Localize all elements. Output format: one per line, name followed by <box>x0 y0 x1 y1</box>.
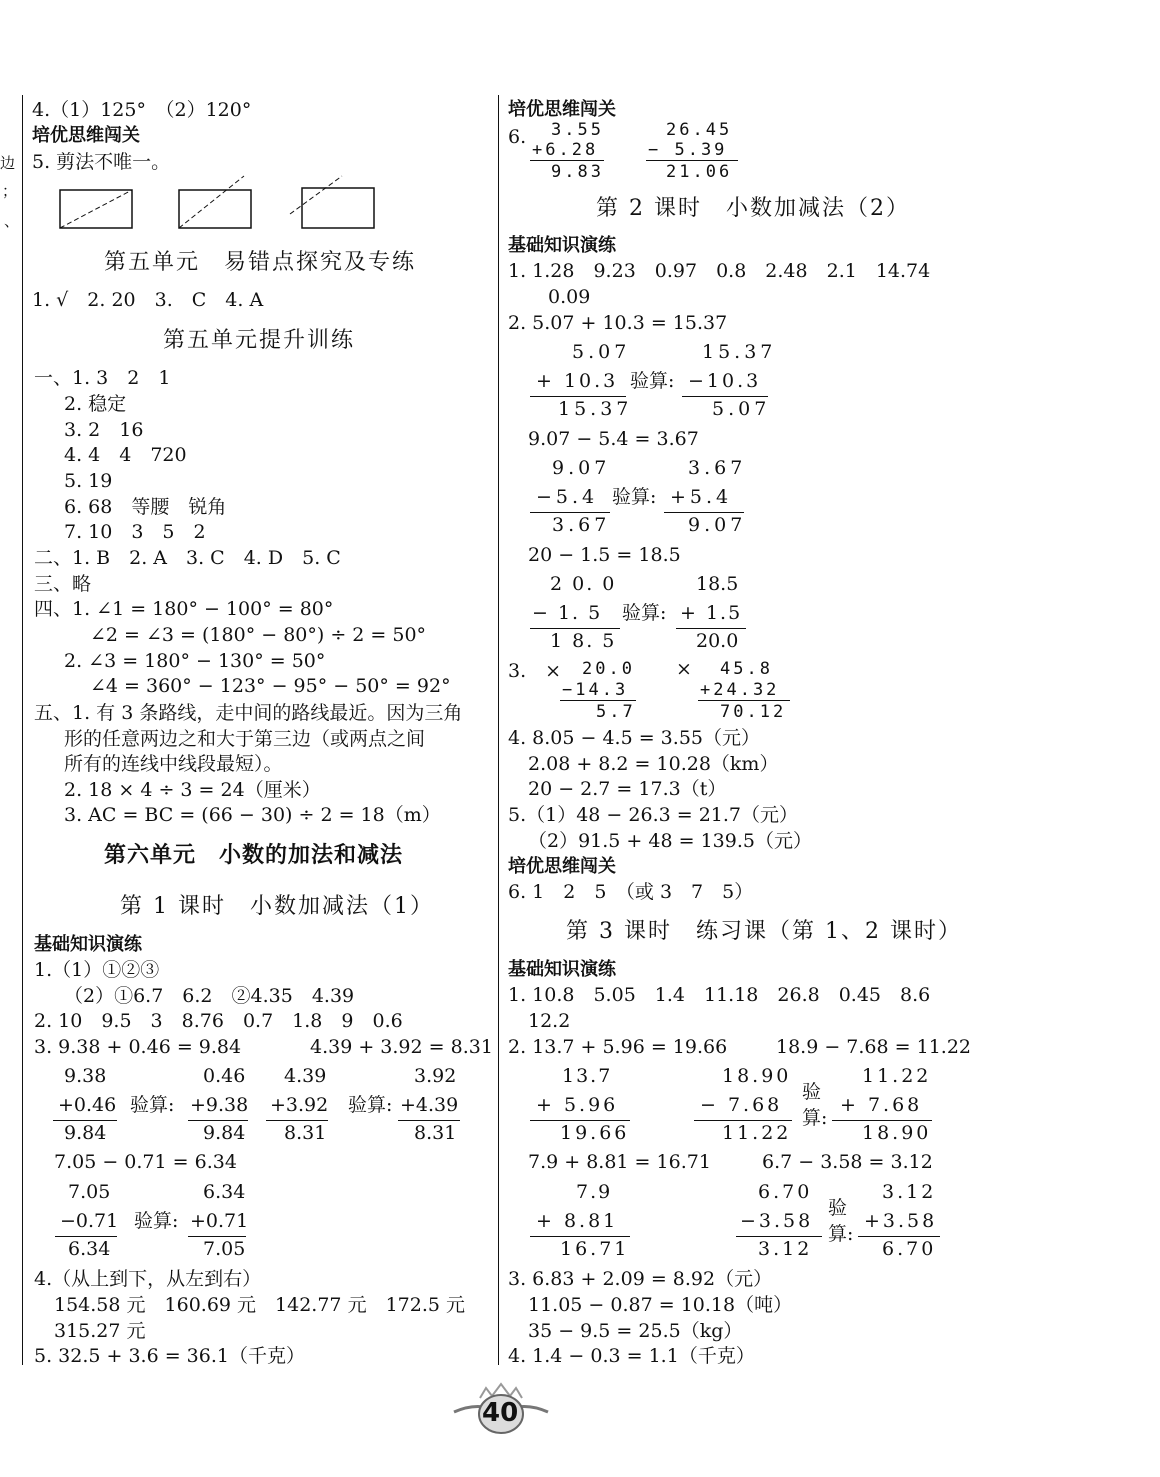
answer-line: 1. 10.8 5.05 1.4 11.18 26.8 0.45 8.6 <box>508 984 931 1006</box>
calc-mid: +6.28 <box>532 140 599 160</box>
calc-rule <box>832 1120 932 1121</box>
section-heading: 基础知识演练 <box>508 959 616 980</box>
calc-top: 13.7 <box>562 1065 613 1087</box>
calc-mid: +4.39 <box>400 1094 459 1116</box>
calc-rule <box>736 1236 822 1237</box>
answer-line: 5. 剪法不唯一。 <box>32 151 171 173</box>
calc-mid: + 7.68 <box>840 1094 923 1116</box>
edge-char: ； <box>2 182 18 200</box>
wrong-mark: × <box>676 658 692 680</box>
answer-line: 2. 5.07 + 10.3 = 15.37 <box>508 312 728 334</box>
cut-line-3 <box>290 176 342 214</box>
calc-mid: −10.3 <box>688 370 762 392</box>
calc-rule <box>530 1120 630 1121</box>
answer-line: 2. 稳定 <box>64 393 127 415</box>
answer-line: （2）①6.7 6.2 ②4.35 4.39 <box>64 985 355 1007</box>
calc-result: 5.07 <box>712 398 771 420</box>
calc-result: 9.07 <box>688 514 747 536</box>
calc-top: 6.70 <box>758 1181 813 1203</box>
verify-label: 验算: <box>630 370 675 392</box>
calc-mid: + 5.96 <box>536 1094 619 1116</box>
answer-line: 三、略 <box>34 573 92 595</box>
section-heading: 培优思维闯关 <box>32 125 140 146</box>
answer-line: 315.27 元 <box>54 1320 146 1342</box>
answer-line: 35 − 9.5 = 25.5（kg） <box>528 1320 743 1342</box>
calc-result: 1 8. 5 <box>550 630 617 652</box>
answer-line: 形的任意两边之和大于第三边（或两点之间 <box>64 728 426 750</box>
answer-line: 5.（1）48 − 26.3 = 21.7（元） <box>508 804 799 826</box>
answer-line: 所有的连线中线段最短）。 <box>64 753 283 775</box>
calc-top: 3.92 <box>414 1065 457 1087</box>
answer-line: 7.05 − 0.71 = 6.34 <box>54 1151 237 1173</box>
calc-top: 7.05 <box>68 1181 111 1203</box>
calc-top: 2 0. 0 <box>550 573 617 595</box>
calc-result: 8.31 <box>414 1122 457 1144</box>
answer-line: 4. 1.4 − 0.3 = 1.1（千克） <box>508 1345 755 1367</box>
calc-result: 6.34 <box>68 1238 111 1260</box>
verify-label: 验算: <box>622 602 667 624</box>
unit-heading: 第五单元 易错点探究及专练 <box>104 250 417 275</box>
answer-line: 4.39 + 3.92 = 8.31 <box>310 1036 493 1058</box>
answer-line: 3. 6.83 + 2.09 = 8.92（元） <box>508 1268 773 1290</box>
answer-line: 5. 19 <box>64 470 113 492</box>
answer-line: 2. 13.7 + 5.96 = 19.66 <box>508 1036 728 1058</box>
verify-label: 验 <box>828 1197 848 1219</box>
verify-label: 验算: <box>130 1094 175 1116</box>
calc-top: 9.07 <box>552 457 611 479</box>
calc-result: 70.12 <box>720 702 787 722</box>
calc-top: 0.46 <box>203 1065 246 1087</box>
calc-rule <box>398 1120 460 1121</box>
calc-mid: +0.71 <box>190 1210 249 1232</box>
answer-line: 1.（1）①②③ <box>34 959 160 981</box>
answer-line: 1. 1.28 9.23 0.97 0.8 2.48 2.1 14.74 <box>508 260 931 282</box>
calc-rule <box>530 1236 630 1237</box>
calc-mid: +0.46 <box>58 1094 117 1116</box>
calc-mid: +9.38 <box>190 1094 249 1116</box>
verify-label: 验算: <box>348 1094 393 1116</box>
section-heading: 培优思维闯关 <box>508 99 616 120</box>
answer-line: 5. 32.5 + 3.6 = 36.1（千克） <box>34 1345 305 1367</box>
calc-top: 5.07 <box>572 341 631 363</box>
calc-top: 4.39 <box>284 1065 327 1087</box>
calc-mid: + 10.3 <box>536 370 619 392</box>
answer-line: 9.07 − 5.4 = 3.67 <box>528 428 699 450</box>
answer-line: 2. ∠3 = 180° − 130° = 50° <box>64 650 326 672</box>
answer-line: 2.08 + 8.2 = 10.28（km） <box>528 753 779 775</box>
calc-rule <box>694 1120 792 1121</box>
calc-result: 15.37 <box>558 398 633 420</box>
calc-result: 3.67 <box>552 514 611 536</box>
calc-mid: +24.32 <box>700 680 780 700</box>
calc-result: 19.66 <box>560 1122 630 1144</box>
calc-result: 21.06 <box>666 162 733 182</box>
answer-line: ∠2 = ∠3 = (180° − 80°) ÷ 2 = 50° <box>90 624 427 646</box>
lesson-heading: 第 2 课时 小数加减法（2） <box>596 196 910 221</box>
calc-mid: −14.3 <box>562 680 629 700</box>
answer-line: （2）91.5 + 48 = 139.5（元） <box>528 830 812 852</box>
calc-rule <box>646 160 738 161</box>
answer-line: 20 − 2.7 = 17.3（t） <box>528 778 727 800</box>
calc-result: 3.12 <box>758 1238 813 1260</box>
question-number: 6. <box>508 126 527 148</box>
answer-line: 1. √ 2. 20 3. C 4. A <box>32 289 264 311</box>
page-number: 40 <box>482 1398 519 1428</box>
calc-rule <box>560 700 636 701</box>
calc-rule <box>266 1120 328 1121</box>
calc-rule <box>530 512 610 513</box>
answer-line: ∠4 = 360° − 123° − 95° − 50° = 92° <box>90 675 451 697</box>
answer-line: 4.（从上到下，从左到右） <box>34 1268 262 1290</box>
calc-top: 6.34 <box>203 1181 246 1203</box>
cut-diagrams <box>52 174 382 234</box>
lesson-heading: 第 3 课时 练习课（第 1、2 课时） <box>566 919 962 944</box>
unit-heading: 第五单元提升训练 <box>163 328 356 353</box>
lesson-heading: 第 1 课时 小数加减法（1） <box>120 894 434 919</box>
calc-rule <box>530 160 604 161</box>
calc-top: 45.8 <box>720 659 773 679</box>
calc-result: 11.22 <box>722 1122 792 1144</box>
answer-line: 7. 10 3 5 2 <box>64 521 206 543</box>
calc-mid: −0.71 <box>60 1210 119 1232</box>
left-border-line <box>22 95 23 1365</box>
verify-label: 验 <box>802 1081 822 1103</box>
calc-rule <box>664 512 744 513</box>
answer-line: 12.2 <box>528 1010 571 1032</box>
verify-label: 验算: <box>612 486 657 508</box>
answer-line: 3. 2 16 <box>64 419 144 441</box>
calc-rule <box>698 700 790 701</box>
calc-result: 9.84 <box>203 1122 246 1144</box>
calc-rule <box>530 396 626 397</box>
calc-mid: +5.4 <box>670 486 733 508</box>
calc-rule <box>676 628 746 629</box>
calc-result: 5.7 <box>596 702 636 722</box>
calc-top: 9.38 <box>64 1065 107 1087</box>
answer-line: 一、1. 3 2 1 <box>34 367 171 389</box>
verify-label: 验算: <box>134 1210 179 1232</box>
answer-line: 2. 10 9.5 3 8.76 0.7 1.8 9 0.6 <box>34 1010 403 1032</box>
answer-line: 3. × <box>508 660 562 682</box>
calc-mid: − 1. 5 <box>532 602 603 624</box>
answer-line: 6. 68 等腰 锐角 <box>64 496 227 518</box>
calc-mid: +3.58 <box>864 1210 938 1232</box>
answer-line: 20 − 1.5 = 18.5 <box>528 544 681 566</box>
answer-line: 11.05 − 0.87 = 10.18（吨） <box>528 1294 793 1316</box>
calc-rule <box>858 1236 940 1237</box>
calc-top: 18.90 <box>722 1065 792 1087</box>
calc-rule <box>53 1120 117 1121</box>
calc-top: 11.22 <box>862 1065 932 1087</box>
calc-rule <box>682 396 768 397</box>
calc-mid: − 5.39 <box>648 140 728 160</box>
calc-top: 26.45 <box>666 120 733 140</box>
section-heading: 培优思维闯关 <box>508 856 616 877</box>
answer-line: 6. 1 2 5 （或 3 7 5） <box>508 881 754 903</box>
calc-top: 18.5 <box>696 573 739 595</box>
unit-heading: 第六单元 小数的加法和减法 <box>104 843 404 868</box>
rectangle-2 <box>179 190 251 228</box>
verify-label: 算: <box>828 1223 854 1245</box>
answer-line: 18.9 − 7.68 = 11.22 <box>776 1036 972 1058</box>
answer-line: 4.（1）125° （2）120° <box>32 99 252 121</box>
answer-line: 3. AC = BC = (66 − 30) ÷ 2 = 18（m） <box>64 804 441 826</box>
calc-result: 9.83 <box>551 162 604 182</box>
calc-mid: + 8.81 <box>536 1210 619 1232</box>
cut-line-1 <box>60 190 132 228</box>
answer-line: 四、1. ∠1 = 180° − 100° = 80° <box>34 598 334 620</box>
answer-line: 7.9 + 8.81 = 16.71 <box>528 1151 711 1173</box>
section-heading: 基础知识演练 <box>34 934 142 955</box>
answer-line: 6.7 − 3.58 = 3.12 <box>762 1151 933 1173</box>
calc-mid: − 7.68 <box>700 1094 783 1116</box>
calc-result: 16.71 <box>560 1238 630 1260</box>
calc-rule <box>188 1236 246 1237</box>
answer-line: 4. 8.05 − 4.5 = 3.55（元） <box>508 727 760 749</box>
calc-top: 3.55 <box>551 120 604 140</box>
calc-top: 3.67 <box>688 457 747 479</box>
calc-top: 20.0 <box>582 659 635 679</box>
answer-line: 2. 18 × 4 ÷ 3 = 24（厘米） <box>64 779 321 801</box>
column-divider <box>498 95 499 1365</box>
calc-mid: −5.4 <box>536 486 599 508</box>
answer-line: 3. 9.38 + 0.46 = 9.84 <box>34 1036 242 1058</box>
answer-line: 4. 4 4 720 <box>64 444 187 466</box>
calc-mid: + 1.5 <box>680 602 743 624</box>
calc-result: 8.31 <box>284 1122 327 1144</box>
answer-line: 0.09 <box>548 286 591 308</box>
section-heading: 基础知识演练 <box>508 235 616 256</box>
calc-top: 3.12 <box>882 1181 937 1203</box>
calc-top: 7.9 <box>576 1181 613 1203</box>
calc-mid: −3.58 <box>740 1210 814 1232</box>
edge-char: 边 <box>0 154 16 172</box>
calc-result: 9.84 <box>64 1122 107 1144</box>
calc-rule <box>188 1120 248 1121</box>
calc-top: 15.37 <box>702 341 777 363</box>
calc-mid: +3.92 <box>270 1094 329 1116</box>
edge-char: 、 <box>4 212 20 230</box>
answer-line: 二、1. B 2. A 3. C 4. D 5. C <box>34 547 341 569</box>
cut-line-2 <box>179 176 244 228</box>
answer-line: 154.58 元 160.69 元 142.77 元 172.5 元 <box>54 1294 465 1316</box>
calc-rule <box>530 628 620 629</box>
calc-rule <box>55 1236 117 1237</box>
calc-result: 18.90 <box>862 1122 932 1144</box>
verify-label: 算: <box>802 1107 828 1129</box>
calc-result: 7.05 <box>203 1238 246 1260</box>
answer-line: 五、1. 有 3 条路线，走中间的路线最近。因为三角 <box>34 702 463 724</box>
calc-result: 20.0 <box>696 630 739 652</box>
rectangle-3 <box>302 188 374 228</box>
calc-result: 6.70 <box>882 1238 937 1260</box>
